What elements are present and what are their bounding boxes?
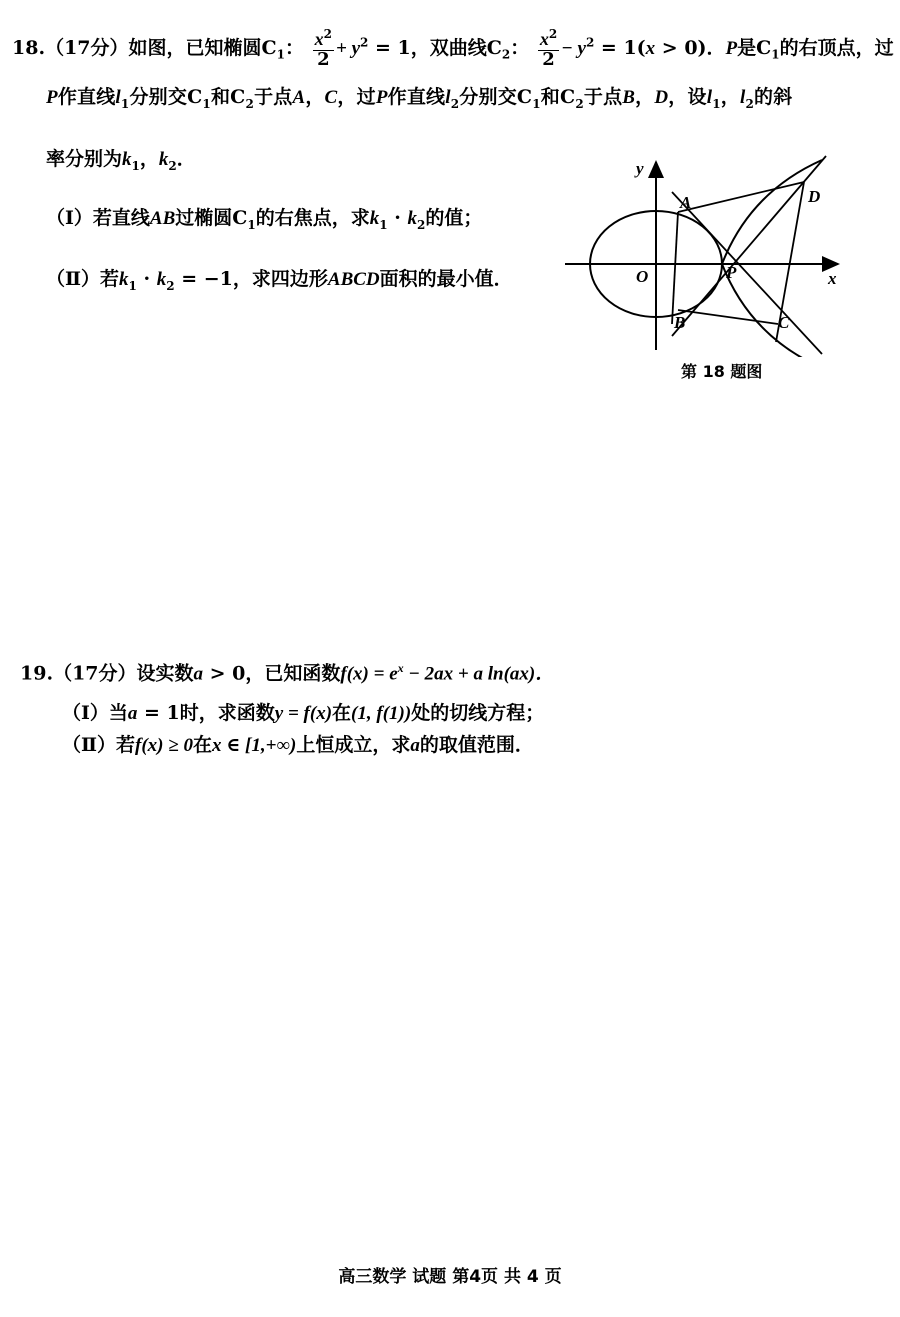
frac2-x: x bbox=[539, 29, 549, 49]
fx-def: (x) = e bbox=[346, 663, 398, 685]
var-a: a bbox=[193, 663, 204, 685]
part1-text-c: 的右焦点，求 bbox=[255, 207, 370, 229]
q19-part2-x: x ∈ [1,+∞) bbox=[211, 735, 297, 756]
q19-points: （17分） bbox=[53, 662, 137, 685]
q19-part2-a: a bbox=[410, 735, 420, 756]
l1b-label: l bbox=[706, 87, 713, 108]
slope-of: 的斜 bbox=[754, 86, 793, 108]
pt-c: C bbox=[324, 87, 338, 108]
c1-sub: 1 bbox=[276, 47, 286, 62]
part2-k2-sub: 2 bbox=[166, 278, 175, 293]
part1-text-b: 过椭圆 bbox=[175, 207, 233, 229]
make-line: 作直线 bbox=[57, 86, 116, 108]
vertex-text: 的右顶点，过 bbox=[779, 36, 894, 59]
l1-sub: 1 bbox=[120, 96, 130, 111]
label-b: B bbox=[674, 313, 686, 332]
label-y: y bbox=[636, 159, 644, 178]
part2-k2: k bbox=[156, 269, 167, 290]
label-d: D bbox=[808, 187, 821, 206]
pt-a: A bbox=[292, 87, 306, 108]
at-points: 于点 bbox=[254, 86, 293, 108]
y-sq: 2 bbox=[360, 35, 369, 50]
segment-ab bbox=[672, 212, 678, 324]
c2-sub-3: 2 bbox=[575, 96, 584, 111]
let: ，设 bbox=[668, 86, 707, 108]
c2-sub-2: 2 bbox=[245, 96, 255, 111]
comma-3: ， bbox=[720, 86, 740, 108]
c1-label-2: C bbox=[187, 86, 203, 108]
label-p: P bbox=[726, 263, 737, 282]
line-ab: AB bbox=[149, 208, 176, 229]
part1-c1-sub: 1 bbox=[247, 217, 256, 232]
q18-line2 bbox=[46, 88, 792, 110]
pt-b: B bbox=[622, 87, 636, 108]
label-a: A bbox=[680, 193, 692, 212]
q19-part1-a: a bbox=[127, 703, 138, 724]
period-1: ． bbox=[176, 148, 196, 170]
part1-label: （Ⅰ） bbox=[46, 207, 93, 229]
q18-line1 bbox=[12, 28, 894, 70]
q19-part2-if: 若 bbox=[116, 734, 136, 756]
q19-part2-label: （Ⅱ） bbox=[62, 734, 117, 756]
label-o: O bbox=[636, 267, 649, 286]
plus-y: + y bbox=[336, 37, 361, 59]
c1b-label: C bbox=[756, 36, 772, 59]
intersects: 分别交 bbox=[129, 86, 188, 108]
c1-label-3: C bbox=[516, 86, 533, 108]
line-l1 bbox=[672, 192, 822, 354]
intersects-2: 分别交 bbox=[459, 86, 517, 108]
q18-part2 bbox=[46, 270, 513, 292]
minus-y: − y bbox=[561, 37, 586, 59]
at-points-2: 于点 bbox=[583, 86, 623, 108]
c1-sub-3: 1 bbox=[532, 96, 541, 111]
part2-text-a: 若 bbox=[100, 268, 120, 290]
part1-k1: k bbox=[369, 208, 380, 229]
l2-label: l bbox=[445, 87, 451, 108]
q19-part1 bbox=[62, 704, 544, 723]
k1-sub: 1 bbox=[131, 158, 140, 173]
part2-k1-sub: 1 bbox=[128, 278, 137, 293]
q19-part1-y: y = f(x) bbox=[274, 703, 333, 724]
q19-part2-in: 在 bbox=[192, 734, 212, 756]
q19-line1 bbox=[20, 662, 554, 683]
segment-ad bbox=[678, 182, 804, 212]
colon: ： bbox=[285, 36, 305, 59]
comma-4: ， bbox=[139, 148, 159, 170]
q18-part1 bbox=[46, 209, 482, 231]
slopes-are: 率分别为 bbox=[46, 148, 123, 170]
and-1: 和 bbox=[210, 86, 231, 108]
c1-sub-2: 1 bbox=[202, 96, 211, 111]
quad-abcd: ABCD bbox=[327, 269, 380, 290]
q19-part2 bbox=[62, 736, 534, 755]
k2-label: k bbox=[158, 149, 169, 170]
frac-sq: 2 bbox=[323, 27, 333, 41]
p-is: 是 bbox=[737, 36, 757, 59]
pt-d: D bbox=[654, 87, 669, 108]
c2-sub: 2 bbox=[501, 47, 511, 62]
l2b-sub: 2 bbox=[745, 96, 754, 111]
q18-points: （17分） bbox=[45, 36, 129, 59]
through: ，过 bbox=[337, 86, 376, 108]
l1-label: l bbox=[115, 87, 121, 108]
make-line-2: 作直线 bbox=[387, 86, 446, 108]
part1-k2: k bbox=[407, 208, 417, 229]
part1-k1-sub: 1 bbox=[379, 217, 388, 232]
c1-label: C bbox=[261, 36, 277, 59]
label-c: C bbox=[778, 313, 790, 332]
q19-part1-in: 在 bbox=[332, 702, 352, 724]
dot-2: · bbox=[136, 268, 157, 290]
frac2-sq: 2 bbox=[548, 27, 558, 41]
q19-part1-when: 当 bbox=[108, 702, 128, 724]
page-footer: 高三数学 试题 第4页 共 4 页 bbox=[338, 1267, 562, 1287]
q19-part1-end: 处的切线方程； bbox=[411, 702, 545, 724]
k1-label: k bbox=[122, 149, 132, 170]
part1-text-d: 的值； bbox=[425, 207, 483, 229]
hyperbola-eq: = 1( bbox=[594, 36, 646, 59]
comma-2: ， bbox=[635, 86, 655, 108]
cond-x: x bbox=[645, 37, 656, 59]
part2-text-b: 面积的最小值． bbox=[379, 268, 513, 290]
q19-part2-end: 的取值范围． bbox=[419, 734, 534, 756]
l2b-label: l bbox=[739, 87, 746, 108]
p-label-3: P bbox=[375, 87, 388, 108]
frac-x: x bbox=[314, 29, 324, 49]
part1-text-a: 若直线 bbox=[92, 207, 150, 229]
q19-number: 19. bbox=[20, 662, 54, 685]
segment-bc bbox=[678, 310, 778, 324]
comma-1: ， bbox=[305, 86, 325, 108]
part2-k1: k bbox=[119, 269, 129, 290]
q19-part1-eq: = 1时，求函数 bbox=[137, 702, 275, 724]
and-2: 和 bbox=[540, 86, 560, 108]
fx-f: f bbox=[340, 663, 347, 685]
c2-label: C bbox=[486, 36, 502, 59]
q19-part1-label: （Ⅰ） bbox=[62, 702, 109, 724]
q19-intro: 设实数 bbox=[136, 662, 194, 685]
q19-part2-b: 上恒成立，求 bbox=[296, 734, 411, 756]
l2-sub: 2 bbox=[450, 96, 460, 111]
q18-number: 18. bbox=[12, 36, 46, 59]
hyperbola-fraction bbox=[538, 28, 559, 70]
y2-sq: 2 bbox=[585, 35, 595, 50]
dot-1: · bbox=[387, 207, 408, 229]
colon-2: ： bbox=[510, 36, 530, 59]
ellipse-eq: = 1，双曲线 bbox=[368, 36, 487, 59]
part2-label: （Ⅱ） bbox=[46, 268, 101, 290]
part1-c1: C bbox=[232, 207, 248, 229]
part1-k2-sub: 2 bbox=[417, 217, 426, 232]
q18-intro: 如图，已知椭圆 bbox=[128, 36, 262, 59]
cond-rest: > 0)． bbox=[655, 36, 726, 59]
q18-line3 bbox=[46, 150, 196, 172]
c2-label-3: C bbox=[560, 86, 576, 108]
exp-x: x bbox=[397, 661, 404, 675]
l1b-sub: 1 bbox=[712, 96, 721, 111]
part2-eq: = −1，求四边形 bbox=[174, 268, 328, 290]
frac-den: 2 bbox=[317, 48, 330, 70]
label-x: x bbox=[828, 269, 837, 288]
fx-rest: − 2ax + a ln(ax)． bbox=[403, 663, 555, 685]
p-label-2: P bbox=[46, 87, 58, 108]
c2-label-2: C bbox=[230, 86, 246, 108]
q18-figure bbox=[560, 152, 850, 357]
q19-part1-pt: (1, f(1)) bbox=[351, 703, 412, 724]
c1b-sub: 1 bbox=[771, 47, 780, 62]
q19-part2-f: f(x) ≥ 0 bbox=[135, 735, 193, 756]
ellipse-fraction bbox=[313, 28, 334, 70]
figure-caption: 第 18 题图 bbox=[681, 362, 763, 381]
a-positive: > 0，已知函数 bbox=[203, 662, 341, 685]
p-label: P bbox=[725, 37, 738, 59]
k2-sub: 2 bbox=[168, 158, 177, 173]
frac2-den: 2 bbox=[542, 48, 555, 70]
